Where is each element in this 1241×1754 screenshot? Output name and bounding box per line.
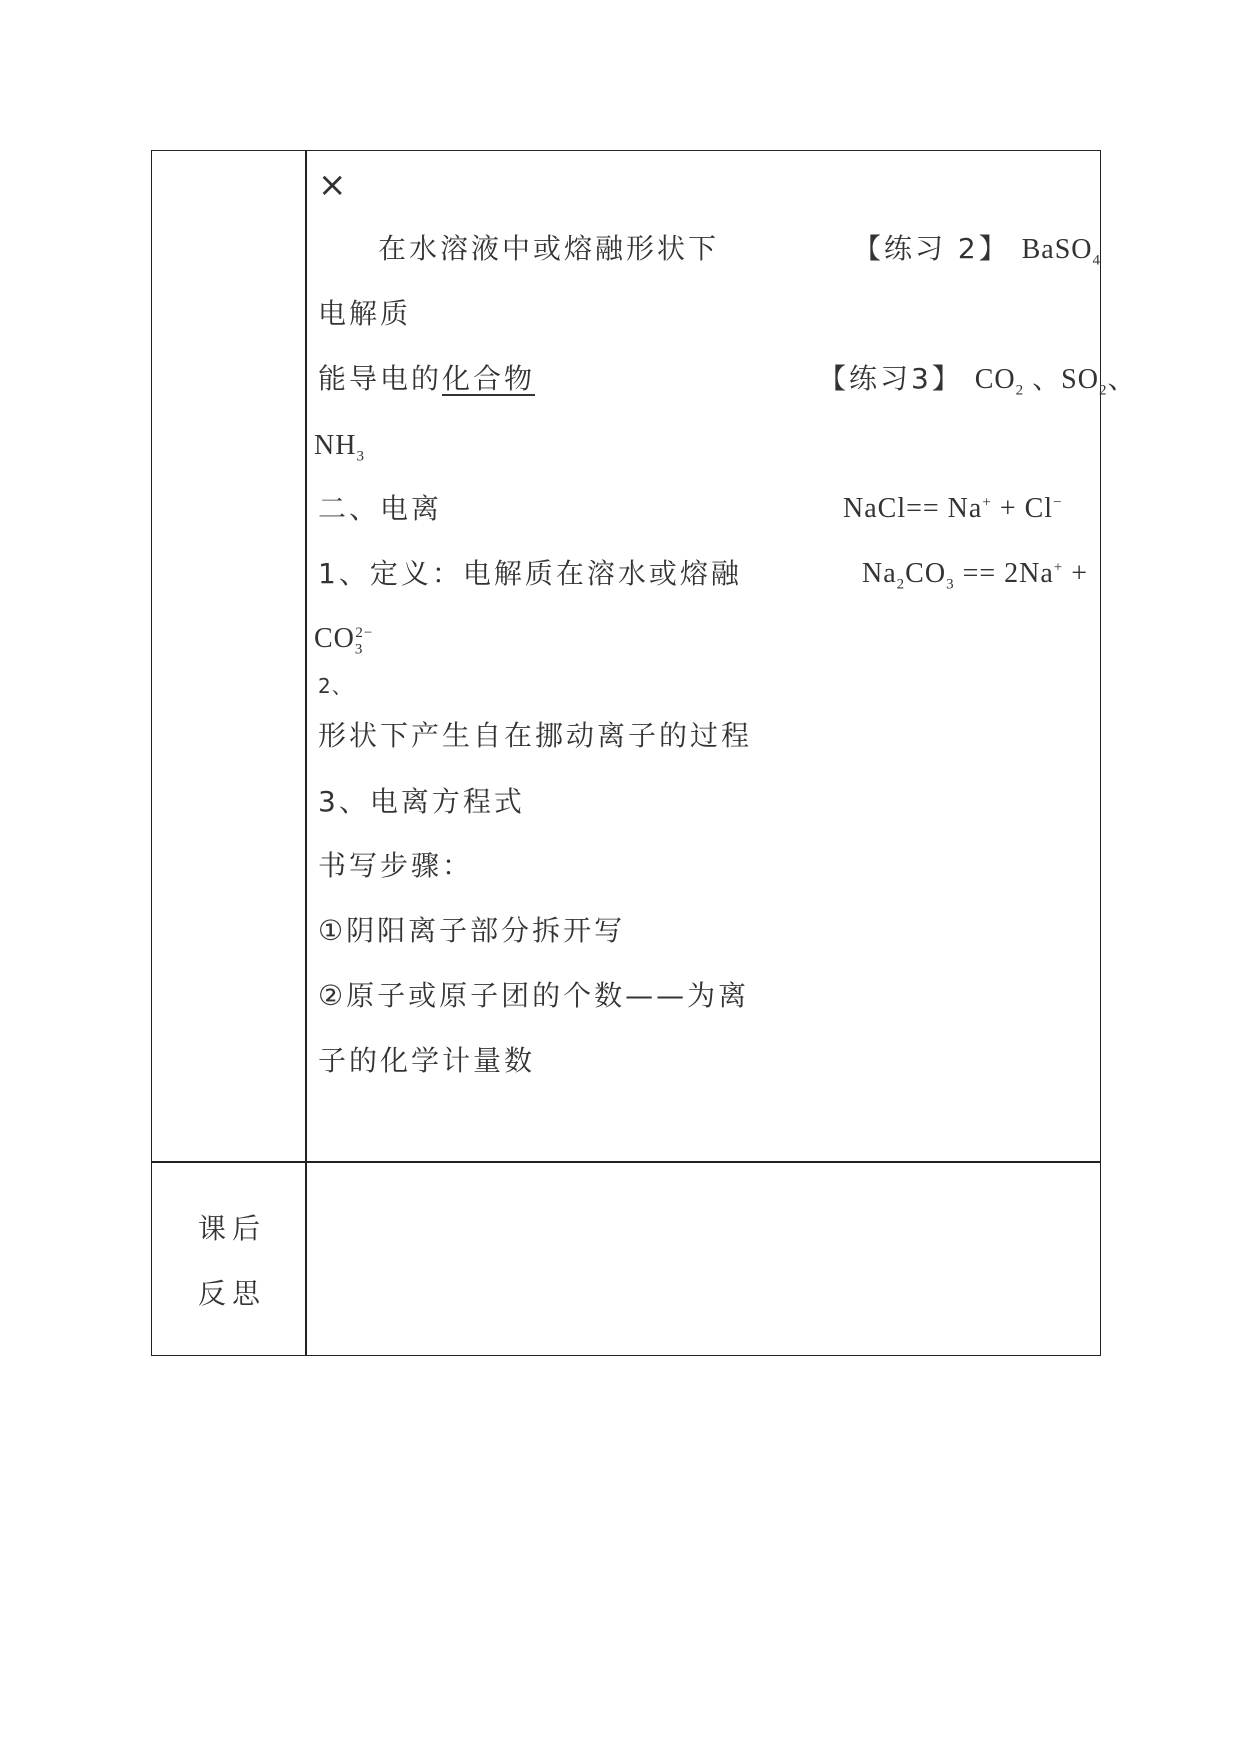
exercise-2 [853, 232, 1102, 269]
formula-co2-so2: $CO_2$ 、$SO_2$、 [974, 364, 1137, 399]
compound-underlined: 化合物 [442, 362, 536, 395]
row-divider [152, 1161, 1100, 1163]
reflection-label-line-2: 反思 [198, 1277, 267, 1310]
exercise-3 [818, 362, 1137, 399]
text-line-2: 电解质 [318, 297, 412, 330]
exercise-2-label: 【练习 2】 [853, 232, 1010, 265]
equation-na2co3: $Na_2CO_3 == 2Na^+$ + [862, 558, 1089, 593]
equation-nacl: NaCl== Na+ + Cl− [843, 493, 1063, 524]
x-mark: × [318, 165, 350, 205]
text-line-3-prefix: 能导电的 [318, 362, 443, 395]
text-line-1: 在水溶液中或熔融形状下 [378, 232, 720, 265]
lesson-table [151, 150, 1101, 1356]
section-heading-ionization: 二、电离 [318, 492, 443, 525]
formula-co3-ion: $CO_3^{2-}$ [314, 623, 374, 658]
column-divider [305, 151, 307, 1355]
definition-continued: 形状下产生自在挪动离子的过程 [318, 719, 753, 752]
item-3-heading: 3、电离方程式 [318, 785, 525, 818]
reflection-label-line-1: 课后 [198, 1212, 267, 1245]
item-2: 2、 [318, 674, 353, 698]
text-line-3 [318, 362, 536, 395]
formula-nh3: $NH_3$ [314, 430, 365, 465]
formula-baso4: BaSO$_4$ [1021, 234, 1102, 269]
writing-steps-heading: 书写步骤： [318, 849, 474, 882]
exercise-3-label: 【练习3】 [818, 362, 963, 395]
step-2: ②原子或原子团的个数——为离 [318, 979, 750, 1012]
definition-line: 1、定义：电解质在溶水或熔融 [318, 557, 742, 590]
step-2-continued: 子的化学计量数 [318, 1044, 536, 1077]
step-1: ①阴阳离子部分拆开写 [318, 914, 626, 947]
